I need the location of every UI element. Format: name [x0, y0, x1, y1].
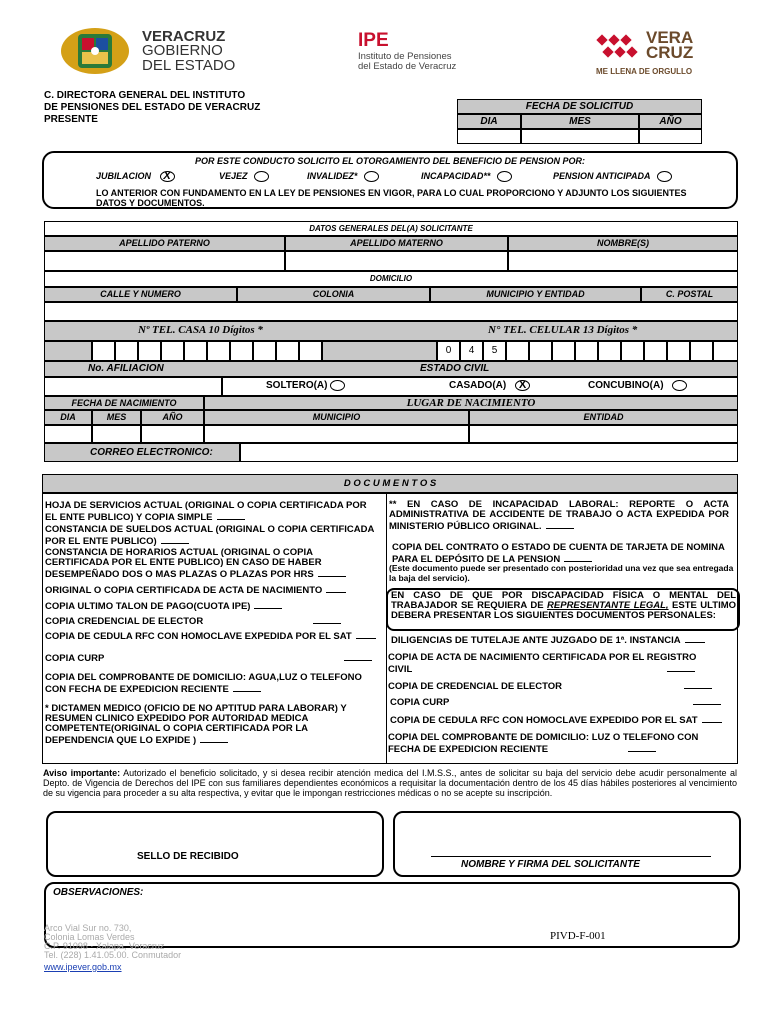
tel-celular-digit[interactable]: 0: [437, 341, 460, 361]
option-soltero[interactable]: SOLTERO(A): [266, 380, 345, 391]
aviso-label: Aviso importante:: [43, 768, 121, 778]
doc-check-line[interactable]: [217, 511, 245, 520]
nac-anio-label: AÑO: [141, 410, 204, 425]
tel-celular-digit[interactable]: [621, 341, 644, 361]
doc-check-line[interactable]: [326, 584, 346, 593]
request-intro: POR ESTE CONDUCTO SOLICITO EL OTORGAMIENTO DEL BENEFICIO DE PENSION POR:: [194, 156, 586, 166]
doc-check-line[interactable]: [667, 663, 695, 672]
request-basis: LO ANTERIOR CON FUNDAMENTO EN LA LEY DE PENSIONES EN VIGOR, PARA LO CUAL PROPORCIONO Y ADJUNTO LOS SIGUIENTES DATOS Y DOCUMENTOS.: [96, 188, 687, 208]
apellido-paterno-label: APELLIDO PATERNO: [44, 236, 285, 251]
nac-mes-field[interactable]: [92, 425, 141, 443]
fecha-solicitud-dia-label: DIA: [457, 114, 521, 129]
doc-check-line[interactable]: [161, 535, 189, 544]
gov-logo-line1: VERACRUZ: [142, 28, 226, 45]
nac-municipio-label: MUNICIPIO: [204, 410, 469, 425]
apellido-materno-label: APELLIDO MATERNO: [285, 236, 508, 251]
nac-entidad-field[interactable]: [469, 425, 738, 443]
doc-check-line[interactable]: [702, 714, 722, 723]
doc-item-left: CONSTANCIA DE SUELDOS ACTUAL (ORIGINAL O COPIA CERTIFICADA POR EL ENTE PUBLICO): [45, 524, 374, 547]
option-pension-anticipada[interactable]: PENSION ANTICIPADA: [553, 171, 672, 182]
tel-celular-digit[interactable]: [644, 341, 667, 361]
apellido-paterno-field[interactable]: [44, 251, 285, 271]
address-line3: PRESENTE: [44, 114, 98, 125]
tel-celular-digit[interactable]: [575, 341, 598, 361]
doc-check-line[interactable]: [313, 615, 341, 624]
tel-celular-digit[interactable]: 4: [460, 341, 483, 361]
cpostal-label: C. POSTAL: [641, 287, 738, 302]
tel-casa-digit[interactable]: [253, 341, 276, 361]
form-code: PIVD-F-001: [550, 930, 606, 942]
tel-celular-digit[interactable]: 5: [483, 341, 506, 361]
ipe-logo: [358, 30, 518, 70]
doc-item-right: COPIA CURP: [390, 696, 730, 708]
tel-casa-digit[interactable]: [299, 341, 322, 361]
doc-item-left: COPIA ULTIMO TALON DE PAGO(CUOTA IPE): [45, 600, 375, 612]
representante-legal-text: REPRESENTANTE LEGAL,: [547, 600, 669, 611]
doc-item-left: COPIA DE CEDULA RFC CON HOMOCLAVE EXPEDIDA POR EL SAT: [45, 630, 385, 642]
doc-check-line[interactable]: [318, 568, 346, 577]
doc-check-line[interactable]: [344, 652, 372, 661]
soltero-checkbox[interactable]: [330, 380, 345, 391]
address-line2: DE PENSIONES DEL ESTADO DE VERACRUZ: [44, 102, 261, 113]
gov-logo: [56, 26, 266, 78]
footer-addr-line1: Arco Vial Sur no. 730,: [44, 923, 132, 933]
ipe-logo-line2: del Estado de Veracruz: [358, 61, 457, 72]
nac-anio-field[interactable]: [141, 425, 204, 443]
option-incapacidad[interactable]: INCAPACIDAD**: [421, 171, 512, 182]
fecha-solicitud-anio-label: AÑO: [639, 114, 702, 129]
coat-of-arms-icon: [56, 26, 134, 76]
tel-casa-digit[interactable]: [138, 341, 161, 361]
nombres-label: NOMBRE(S): [508, 236, 738, 251]
doc-item-left: COPIA CURP: [45, 652, 375, 664]
doc-item-left: * DICTAMEN MEDICO (OFICIO DE NO APTITUD PARA LABORAR) Y RESUMEN CLINICO EXPEDIDO POR AUTORIDAD MEDICA COMPETENTE(ORIGINAL O COPIA CERTIFICADA POR LA DEPENDENCIA QUE LO EXPIDE ): [45, 703, 347, 746]
correo-label: CORREO ELECTRONICO:: [90, 447, 213, 458]
doc-item-right: COPIA DE CEDULA RFC CON HOMOCLAVE EXPEDIDO POR EL SAT: [390, 714, 735, 726]
doc-check-line[interactable]: [564, 553, 592, 562]
option-jubilacion[interactable]: JUBILACION X: [96, 171, 175, 182]
aviso-text: Autorizado el beneficio solicitado, y si desea recibir atención medica del I.M.S.S., antes de solicitar su baja del servicio debe acudir personalmente al Depto. de Vigencia de Derechos del IPE con sus familiares dependientes económicos a requisitar la documentación dentro de los 45 días hábiles posteriores al vencimiento de su vigencia para proceder a su alta respectiva, y evitar que le impongan restricciones médicas o no se acepte su inscripción.: [43, 768, 737, 798]
tel-casa-digit[interactable]: [207, 341, 230, 361]
tel-casa-digit[interactable]: [92, 341, 115, 361]
request-box: [42, 151, 738, 209]
sello-recibido-box[interactable]: [46, 811, 384, 877]
nombres-field[interactable]: [508, 251, 738, 271]
tel-casa-label: Nº TEL. CASA 10 Dígitos *: [138, 324, 263, 336]
tel-celular-digit[interactable]: [667, 341, 690, 361]
municipio-entidad-label: MUNICIPIO Y ENTIDAD: [430, 287, 641, 302]
fecha-solicitud-dia-field[interactable]: [457, 129, 521, 144]
casado-checkbox[interactable]: X: [515, 380, 530, 391]
tel-casa-digit[interactable]: [230, 341, 253, 361]
fecha-solicitud-anio-field[interactable]: [639, 129, 702, 144]
address-line1: C. DIRECTORA GENERAL DEL INSTITUTO: [44, 90, 246, 101]
doc-item-left: COPIA CREDENCIAL DE ELECTOR: [45, 615, 375, 627]
pension-anticipada-checkbox[interactable]: [657, 171, 672, 182]
tel-casa-digit[interactable]: [184, 341, 207, 361]
nac-dia-label: DIA: [44, 410, 92, 425]
firma-line: [431, 856, 711, 857]
doc-check-line[interactable]: [628, 743, 656, 752]
tel-celular-digit[interactable]: [506, 341, 529, 361]
fecha-nacimiento-label: FECHA DE NACIMIENTO: [44, 396, 204, 410]
doc-check-line[interactable]: [254, 600, 282, 609]
firma-label: NOMBRE Y FIRMA DEL SOLICITANTE: [461, 859, 640, 870]
footer-addr-line4: Tel. (228) 1.41.05.00. Conmutador: [44, 950, 182, 960]
sello-recibido-label: SELLO DE RECIBIDO: [137, 851, 239, 862]
footer-addr-line2: Colonia Lomas Verdes: [44, 932, 135, 942]
doc-item-contrato-note: (Este documento puede ser presentado con posterioridad una vez que sea entregada la baja del servicio).: [389, 563, 734, 583]
tel-prefix-cell: [44, 341, 92, 361]
gov-logo-line3: DEL ESTADO: [142, 57, 236, 74]
tel-celular-label: N° TEL. CELULAR 13 Dígitos *: [488, 324, 638, 336]
ipe-logo-title: IPE: [358, 30, 389, 51]
footer-website-link[interactable]: www.ipever.gob.mx: [44, 962, 122, 972]
doc-item-right: COPIA DE CREDENCIAL DE ELECTOR: [388, 680, 728, 692]
nac-mes-label: MES: [92, 410, 141, 425]
doc-check-line[interactable]: [200, 734, 228, 743]
doc-item-left: COPIA DEL COMPROBANTE DE DOMICILIO: AGUA,LUZ O TELEFONO CON FECHA DE EXPEDICION RECIENTE: [45, 672, 362, 695]
footer-addr-line3: C.P. 91098 · Xalapa, Veracruz: [44, 941, 165, 951]
option-concubino[interactable]: CONCUBINO(A): [588, 380, 687, 391]
option-vejez[interactable]: VEJEZ: [219, 171, 269, 182]
invalidez-checkbox[interactable]: [364, 171, 379, 182]
doc-item-left: CONSTANCIA DE HORARIOS ACTUAL (ORIGINAL O COPIA CERTIFICADA POR EL ENTE PUBLICO) EN CASO DE HABER DESEMPEÑADO DOS O MAS PLAZAS O PLAZAS POR HRS: [45, 548, 375, 580]
domicilio-title: DOMICILIO: [44, 271, 738, 287]
fecha-solicitud-mes-label: MES: [521, 114, 639, 129]
apellido-materno-field[interactable]: [285, 251, 508, 271]
doc-item-right: DILIGENCIAS DE TUTELAJE ANTE JUZGADO DE 1ª. INSTANCIA: [391, 634, 736, 646]
domicilio-field[interactable]: [44, 302, 738, 321]
concubino-checkbox[interactable]: [672, 380, 687, 391]
correo-field[interactable]: [240, 443, 738, 462]
lugar-nacimiento-label: LUGAR DE NACIMIENTO: [204, 396, 738, 410]
doc-item-incapacidad: ** EN CASO DE INCAPACIDAD LABORAL: REPORTE O ACTA ADMINISTRATIVA DE ACCIDENTE DE TRABAJO O ACTA EXPEDIDA POR MINISTERIO PÚBLICO ORIGINAL.: [389, 499, 729, 532]
colonia-label: COLONIA: [237, 287, 430, 302]
datos-title: DATOS GENERALES DEL(A) SOLICITANTE: [44, 221, 738, 236]
documentos-divider: [386, 493, 387, 764]
veracruz-brand-logo: [596, 30, 736, 80]
tel-celular-digit[interactable]: [598, 341, 621, 361]
doc-check-line[interactable]: [356, 630, 376, 639]
tel-separator-cell: [322, 341, 437, 361]
afiliacion-field[interactable]: [44, 377, 222, 396]
doc-check-line[interactable]: [546, 520, 574, 529]
doc-item-right: COPIA DE ACTA DE NACIMIENTO CERTIFICADA POR EL REGISTRO CIVIL: [388, 652, 697, 675]
doc-check-line[interactable]: [684, 680, 712, 689]
pattern-icon: [596, 34, 640, 62]
doc-item-left: ORIGINAL O COPIA CERTIFICADA DE ACTA DE NACIMIENTO: [45, 584, 385, 596]
observaciones-label: OBSERVACIONES:: [53, 887, 144, 898]
vera-logo-slogan: ME LLENA DE ORGULLO: [596, 67, 693, 76]
tel-celular-digit[interactable]: [713, 341, 738, 361]
nac-dia-field[interactable]: [44, 425, 92, 443]
tel-casa-digit[interactable]: [115, 341, 138, 361]
discapacidad-text: EN CASO DE QUE POR DISCAPACIDAD FÍSICA O MENTAL DEL TRABAJADOR SE REQUIERA DE REPRESENTANTE LEGAL, ESTE ULTIMO DEBERA PRESENTAR LOS SIGUIENTES DOCUMENTOS PERSONALES:: [391, 590, 737, 621]
ipe-logo-line1: Instituto de Pensiones: [358, 51, 452, 62]
tel-casa-digit[interactable]: [161, 341, 184, 361]
vera-logo-line2: CRUZ: [646, 43, 694, 62]
nac-entidad-label: ENTIDAD: [469, 410, 738, 425]
doc-check-line[interactable]: [233, 683, 261, 692]
aviso-importante: [43, 768, 737, 798]
option-invalidez[interactable]: INVALIDEZ*: [307, 171, 379, 182]
tel-celular-digit[interactable]: [529, 341, 552, 361]
doc-check-line[interactable]: [693, 696, 721, 705]
documentos-title: D O C U M E N T O S: [42, 474, 738, 493]
doc-item-left: HOJA DE SERVICIOS ACTUAL (ORIGINAL O COPIA CERTIFICADA POR EL ENTE PUBLICO) Y COPIA SIMPLE: [45, 500, 367, 523]
doc-item-contrato: COPIA DEL CONTRATO O ESTADO DE CUENTA DE TARJETA DE NOMINA PARA EL DEPÓSITO DE LA PENSION: [392, 542, 725, 565]
doc-item-right: COPIA DEL COMPROBANTE DE DOMICILIO: LUZ O TELEFONO CON FECHA DE EXPEDICION RECIENTE: [388, 732, 699, 755]
option-casado[interactable]: CASADO(A) X: [449, 380, 530, 391]
estado-civil-label: ESTADO CIVIL: [420, 363, 490, 374]
vejez-checkbox[interactable]: [254, 171, 269, 182]
doc-check-line[interactable]: [685, 634, 705, 643]
afiliacion-label: No. AFILIACION: [88, 363, 164, 374]
gov-logo-line2: GOBIERNO: [142, 42, 223, 59]
tel-casa-digit[interactable]: [276, 341, 299, 361]
jubilacion-checkbox[interactable]: X: [160, 171, 175, 182]
fecha-solicitud-title: FECHA DE SOLICITUD: [457, 99, 702, 114]
incapacidad-checkbox[interactable]: [497, 171, 512, 182]
vera-logo-line1: VERA: [646, 28, 694, 47]
fecha-solicitud-mes-field[interactable]: [521, 129, 639, 144]
footer-address: [44, 924, 181, 960]
tel-celular-digit[interactable]: [690, 341, 713, 361]
nac-municipio-field[interactable]: [204, 425, 469, 443]
calle-label: CALLE Y NUMERO: [44, 287, 237, 302]
tel-celular-digit[interactable]: [552, 341, 575, 361]
